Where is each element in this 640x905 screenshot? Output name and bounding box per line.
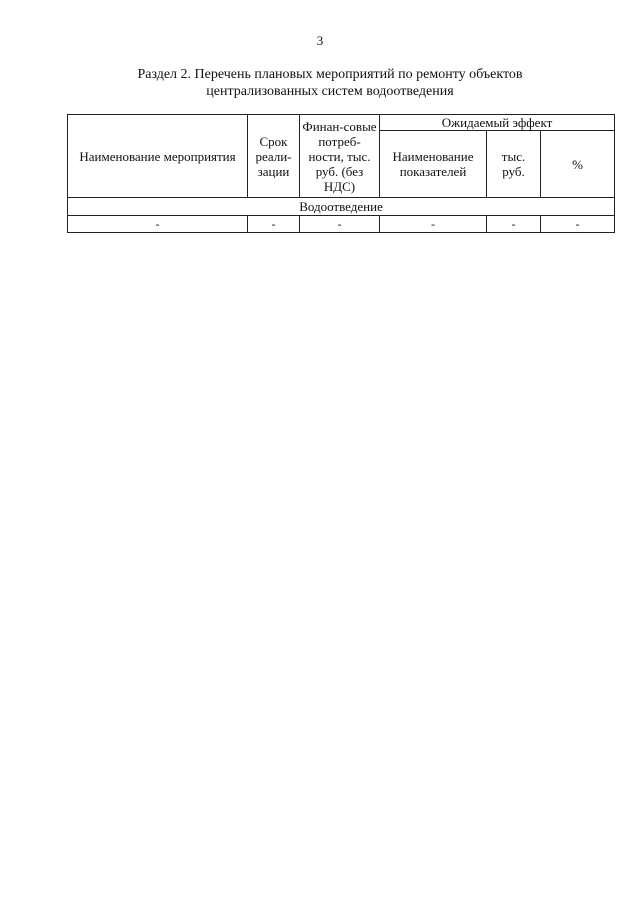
- header-percent-text: %: [572, 156, 583, 172]
- header-percent: [541, 131, 615, 198]
- header-expected-effect: [380, 115, 615, 131]
- header-finance-text: Финан-совые потреб-ности, тыс. руб. (без НДС): [302, 118, 377, 194]
- header-term-text: Срок реали-зации: [255, 133, 292, 179]
- header-thousand-rub-text: тыс. руб.: [501, 149, 526, 179]
- header-expected-effect-text: Ожидаемый эффект: [441, 115, 553, 130]
- section-title: [60, 66, 600, 100]
- table-cell: -: [380, 216, 487, 233]
- section-title-line-1: Раздел 2. Перечень плановых мероприятий по ремонту объектов: [137, 67, 523, 82]
- header-thousand-rub: [487, 131, 541, 198]
- table-cell: -: [541, 216, 615, 233]
- table-cell: -: [68, 216, 248, 233]
- header-finance: [300, 115, 380, 198]
- header-term: [248, 115, 300, 198]
- section-title-line-2: централизованных систем водоотведения: [206, 84, 454, 99]
- table-row: [68, 216, 615, 233]
- table-cell: -: [300, 216, 380, 233]
- table-cell: -: [487, 216, 541, 233]
- header-indicators: [380, 131, 487, 198]
- header-indicators-text: Наименование показателей: [392, 149, 474, 179]
- plan-table: [67, 114, 615, 233]
- page-number: 3: [316, 33, 324, 48]
- table-cell: -: [248, 216, 300, 233]
- header-name: [68, 115, 248, 198]
- group-row: [68, 198, 615, 216]
- header-name-text: Наименование мероприятия: [79, 148, 236, 164]
- group-label: Водоотведение: [68, 198, 615, 216]
